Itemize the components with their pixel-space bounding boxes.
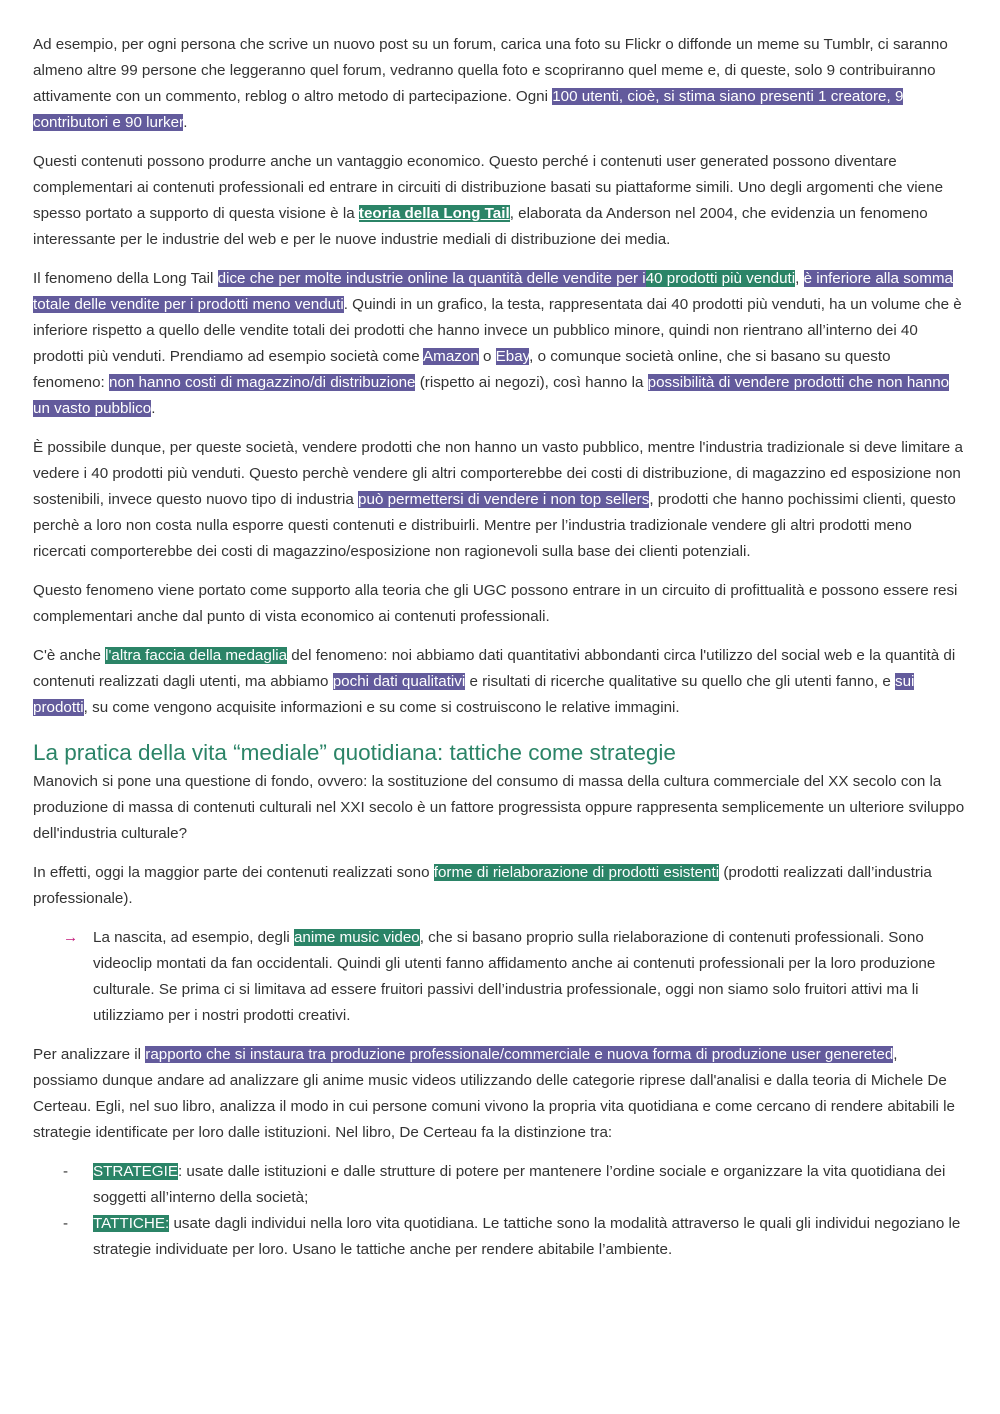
arrow-list-item bbox=[33, 925, 966, 1029]
dash-marker: - bbox=[63, 1215, 69, 1232]
highlight-green: l'altra faccia della medaglia bbox=[105, 647, 288, 664]
text: , su come vengono acquisite informazioni e su come si costruiscono le relative immagini. bbox=[83, 699, 680, 716]
text: . bbox=[151, 400, 156, 417]
highlight-purple: 100 utenti, cioè, si stima siano presenti 1 creatore, 9 contributori e 90 lurker bbox=[33, 88, 904, 131]
highlight-purple: non hanno costi di magazzino/di distribuzione bbox=[109, 374, 416, 391]
text: Questi contenuti possono produrre anche un vantaggio economico. Questo perché i contenuti user generated possono diventare complementari ai contenuti professionali ed entrare in circuiti di distribuzione basati su piattaforme simili. Uno degli argomenti che viene spesso portato a supporto di questa visione è la bbox=[33, 153, 944, 222]
paragraph-long-tail bbox=[33, 266, 966, 422]
text: , bbox=[795, 270, 804, 287]
text: (prodotti realizzati dall’industria professionale). bbox=[33, 864, 932, 907]
dash-marker: - bbox=[63, 1163, 69, 1180]
text: : usate dalle istituzioni e dalle strutture di potere per mantenere l’ordine sociale e organizzare la vita quotidiana dei soggetti all’interno della società; bbox=[93, 1163, 946, 1206]
highlight-purple: possibilità di vendere prodotti che non hanno un vasto pubblico bbox=[33, 374, 950, 417]
text: . bbox=[183, 114, 188, 131]
highlight-green: anime music video bbox=[293, 929, 420, 946]
text: La nascita, ad esempio, degli bbox=[93, 929, 294, 946]
highlight-purple: è inferiore alla somma totale delle vendite per i prodotti meno venduti bbox=[33, 270, 953, 313]
text: Questo fenomeno viene portato come supporto alla teoria che gli UGC possono entrare in un circuito di profittualità e possono essere resi complementari anche dal punto di vista economico ai contenuti professionali. bbox=[33, 582, 958, 625]
highlight-purple: sui prodotti bbox=[33, 673, 915, 716]
text: , prodotti che hanno pochissimi clienti, questo perchè a loro non costa nulla esporre questi contenuti e distribuirli. Mentre per l’industria tradizionale vendere gli altri prodotti meno ricercati comporterebbe dei costi di magazzino/esposizione non ragionevoli sulla base dei clienti potenziali. bbox=[33, 491, 956, 560]
highlight-purple: dice che per molte industrie online la quantità delle vendite per i bbox=[217, 270, 646, 287]
highlight-amazon: Amazon bbox=[423, 348, 479, 365]
paragraph-1990-rule bbox=[33, 32, 966, 136]
text: del fenomeno: noi abbiamo dati quantitativi abbondanti circa l'utilizzo del social web e la quantità di contenuti realizzati dagli utenti, ma abbiamo bbox=[33, 647, 956, 690]
text: Per analizzare il bbox=[33, 1046, 146, 1063]
dash-list-item bbox=[33, 1159, 966, 1211]
paragraph-economic-advantage bbox=[33, 149, 966, 253]
paragraph-rielaborazione bbox=[33, 860, 966, 912]
paragraph-de-certeau bbox=[33, 1042, 966, 1146]
paragraph-manovich bbox=[33, 769, 966, 847]
text: Ad esempio, per ogni persona che scrive un nuovo post su un forum, carica una foto su Flickr o diffonde un meme su Tumblr, ci saranno almeno altre 99 persone che leggeranno quel forum, vedranno quella foto e scopriranno quel meme e, di queste, solo 9 contribuiranno attivamente con un commento, reblog o altro metodo di partecipazione. Ogni bbox=[33, 36, 948, 105]
arrow-right-icon: → bbox=[63, 929, 79, 946]
section-heading: La pratica della vita “mediale” quotidiana: tattiche come strategie bbox=[33, 740, 676, 765]
text: È possibile dunque, per queste società, vendere prodotti che non hanno un vasto pubblico, mentre l'industria tradizionale si deve limitare a vedere i 40 prodotti più venduti. Questo perchè vendere gli altri comporterebbe dei costi di distribuzione, di magazzino ed esposizione non sostenibili, invece questo nuovo tipo di industria bbox=[33, 439, 963, 508]
text: e risultati di ricerche qualitative su quello che gli utenti fanno, e bbox=[465, 673, 895, 690]
highlight-purple: pochi dati qualitativi bbox=[332, 673, 466, 690]
highlight-green-strategie: STRATEGIE bbox=[93, 1163, 178, 1180]
dash-list bbox=[33, 1159, 966, 1263]
paragraph-ugc-support bbox=[33, 578, 966, 630]
highlight-green: 40 prodotti più venduti bbox=[645, 270, 796, 287]
text: , che si basano proprio sulla rielaborazione di contenuti professionali. Sono videoclip montati da fan occidentali. Quindi gli utenti fanno affidamento anche ai contenuti professionali per la loro produzione culturale. Se prima ci si limitava ad essere fruitori passivi dell’industria professionale, oggi non siamo solo fruitori attivi ma li utilizziamo per i nostri prodotti creativi. bbox=[93, 929, 936, 1024]
highlight-green-tattiche: TATTICHE: bbox=[93, 1215, 170, 1232]
text: , elaborata da Anderson nel 2004, che evidenzia un fenomeno interessante per le industrie del web e per le nuove industrie mediali di distribuzione dei media. bbox=[33, 205, 928, 248]
highlight-ebay: Ebay bbox=[495, 348, 530, 365]
highlight-green-long-tail: teoria della Long Tail bbox=[358, 205, 510, 222]
text: , possiamo dunque andare ad analizzare gli anime music videos utilizzando delle categorie riprese dall'analisi e dalla teoria di Michele De Certeau. Egli, nel suo libro, analizza il modo in cui persone comuni vivono la propria vita quotidiana e come cercano di rendere abitabili le strategie identificate per loro dalle istituzioni. Nel libro, De Certeau fa la distinzione tra: bbox=[33, 1046, 955, 1141]
text: . Quindi in un grafico, la testa, rappresentata dai 40 prodotti più venduti, ha un volume che è inferiore rispetto a quello delle vendite totali dei prodotti che hanno invece un pubblico minore, quindi non rientrano all’interno dei 40 prodotti più venduti. Prendiamo ad esempio società come bbox=[33, 296, 962, 365]
text: , o comunque società online, che si basano su questo fenomeno: bbox=[33, 348, 891, 391]
paragraph-other-side bbox=[33, 643, 966, 721]
text: (rispetto ai negozi), così hanno la bbox=[415, 374, 648, 391]
text: Il fenomeno della Long Tail bbox=[33, 270, 218, 287]
highlight-green: forme di rielaborazione di prodotti esistenti bbox=[433, 864, 720, 881]
highlight-purple: rapporto che si instaura tra produzione professionale/commerciale e nuova forma di produzione user genereted bbox=[145, 1046, 894, 1063]
highlight-purple: può permettersi di vendere i non top sellers bbox=[358, 491, 650, 508]
text: In effetti, oggi la maggior parte dei contenuti realizzati sono bbox=[33, 864, 434, 881]
text: o bbox=[478, 348, 496, 365]
text: Manovich si pone una questione di fondo, ovvero: la sostituzione del consumo di massa della cultura commerciale del XX secolo con la produzione di massa di contenuti culturali nel XXI secolo è un fattore progressista oppure rappresenta semplicemente un ulteriore sviluppo dell'industria culturale? bbox=[33, 773, 965, 842]
dash-list-item bbox=[33, 1211, 966, 1263]
text: C'è anche bbox=[33, 647, 106, 664]
text: usate dagli individui nella loro vita quotidiana. Le tattiche sono la modalità attraverso le quali gli individui negoziano le strategie individuate per loro. Usano le tattiche anche per rendere abitabile l’ambiente. bbox=[93, 1215, 961, 1258]
paragraph-non-top-sellers bbox=[33, 435, 966, 565]
